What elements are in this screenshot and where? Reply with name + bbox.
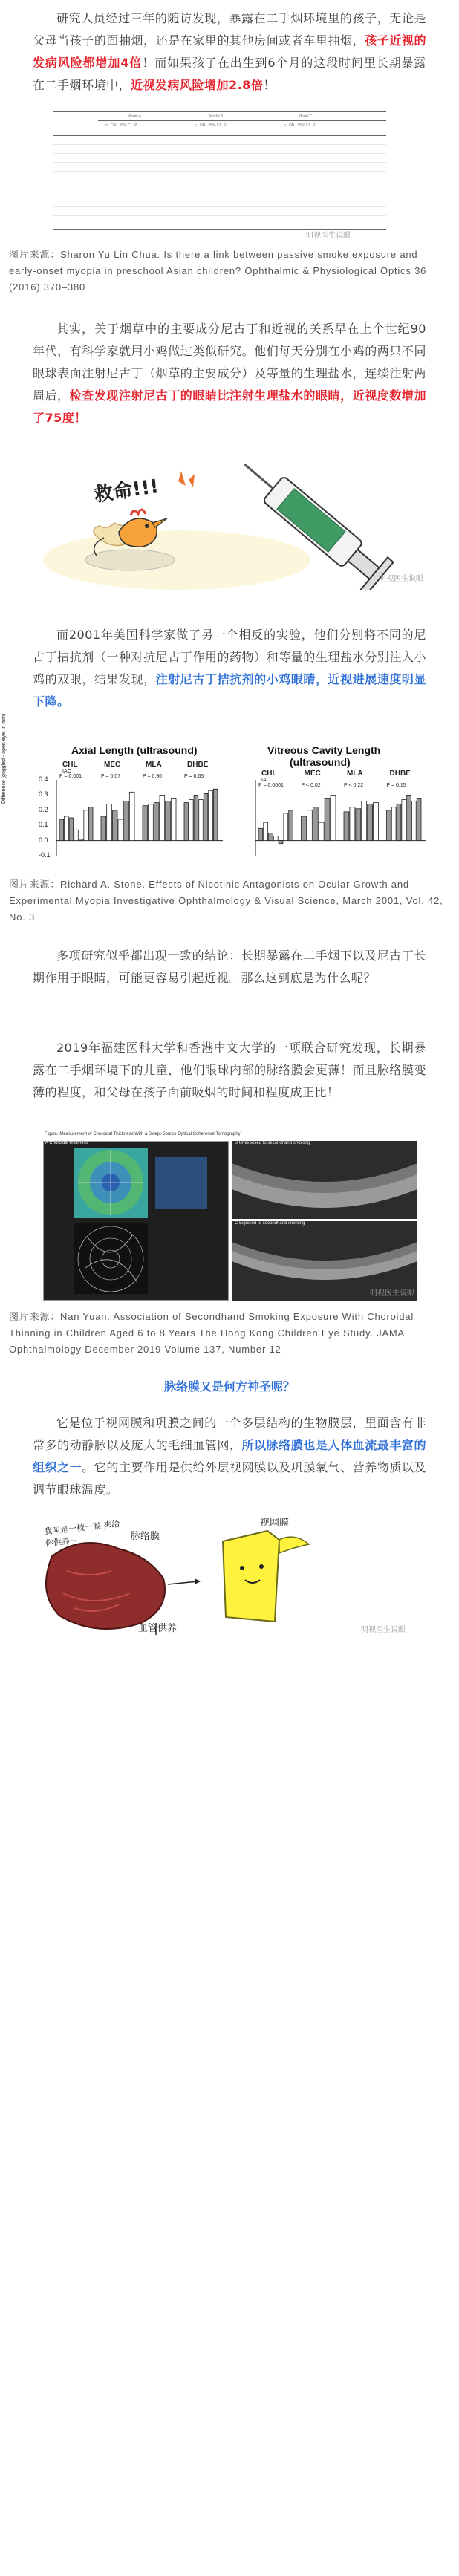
p1-text: 研究人员经过三年的随访发现，暴露在二手烟环境里的孩子，无论是父母当孩子的面抽烟，还是在家里的其他房间或者车里抽烟， [33,11,426,48]
watermark: 明视医生说眼 [370,1289,414,1298]
group-sub: IAC [62,769,71,774]
bar [112,810,117,841]
bar [397,804,401,841]
bar [101,816,106,841]
bar [411,801,416,841]
bar [391,807,396,841]
bar [124,801,129,841]
oct-figure-title: Figure. Measurement of Choroidal Thickness With a Swept-Source Optical Coherence Tomography [45,1132,241,1136]
p1-highlight-2x: 近视发病风险增加2.8倍 [131,78,264,92]
bar [368,804,373,841]
p1-highlight-4x: 孩子近视的发病风险都增加4倍 [33,33,426,70]
group-label: DHBE [187,761,209,769]
chart-subtitle: (ultrasound) [290,756,351,768]
bar [79,839,83,841]
group-p-value: P = 0.0001 [258,783,284,788]
illus-speech: 我叫是一枝一膜 来给你供养~ [43,1519,121,1549]
study-table-image: Model A Model B Model C n OR 95% CI P n OR 95% CI P n OR 95% CI P [53,110,386,236]
bar [279,841,283,844]
chick-syringe-illustration [0,449,459,590]
citation-3: 图片来源：Nan Yuan. Association of Secondhand Smoking Exposure With Choroidal Thinning in Children Aged 6 to 8 Years The Hong Kong Children Eye Study. JAMA Ophthalmology December 2019 Volume 137, Number 12 [9,1311,414,1355]
bar [362,801,367,841]
vitreous-cavity-chart [245,744,438,863]
paragraph-1 [33,7,426,97]
bar [74,830,79,840]
citation-1: 图片来源：Sharon Yu Lin Chua. Is there a link between passive smoke exposure and early-onset myopia in preschool Asian children? Ophthalmic & Physiological Optics 36 (2016) 370–380 [9,249,427,293]
oct-panel-a-label: A Choroidal thickness [45,1141,88,1145]
study-table-figure [0,110,459,293]
paragraph-3 [33,624,426,713]
group-p-value: P < 0.22 [344,783,364,788]
bar [269,833,273,840]
paragraph-4: 多项研究似乎都出现一致的结论：长期暴露在二手烟下以及尼古丁长期作用于眼睛，可能更容易引起近视。那么这到底是为什么呢？ [33,949,426,985]
bar [129,792,134,840]
group-label: DHBE [389,770,411,778]
bar [319,822,324,840]
paragraph-5: 2019年福建医科大学和香港中文大学的一项联合研究发现，长期暴露在二手烟环境下的儿童，他们眼球内部的脉络膜会更薄！而且脉络膜变薄的程度，和父母在孩子面前吸烟的时间和程度成正比！ [33,1041,426,1099]
bar [143,806,148,841]
oct-figure [0,1132,459,1303]
oct-scan-b [232,1141,417,1219]
chart-title: Axial Length (ultrasound) [71,744,198,756]
group-p-value: P = 0.07 [101,774,121,779]
oct-panel-c-label: C Exposed to secondhand smoking [235,1221,305,1226]
group-p-value: P = 0.30 [143,774,163,779]
group-p-value: P < 0.02 [301,783,321,788]
bar [284,813,288,841]
bar [84,810,88,841]
paragraph-2 [33,318,426,429]
group-p-value: P = 0.65 [184,774,204,779]
bar [402,800,406,841]
bar [189,800,194,841]
p6-text-2: 。它的主要作用是供给外层视网膜以及巩膜氧气、营养物质以及调节眼球温度。 [33,1460,426,1497]
group-label: MLA [146,761,162,769]
oct-panel-b [232,1141,417,1219]
cartoon-shout: 救命!!! [92,475,160,507]
bar [166,801,171,841]
label-blood-supply: 血管供养 [138,1623,178,1634]
p3-text: 而2001年美国科学家做了另一个相反的实验，他们分别将不同的尼古丁拮抗剂（一种对抗尼古丁作用的药物）和等量的生理盐水分别注入小鸡的双眼，结果发现， [33,628,426,686]
p1-text-2: ！而如果孩子在出生到6个月的这段时间里长期暴露在二手烟环境中， [33,56,426,92]
p6-text: 它是位于视网膜和巩膜之间的一个多层结构的生物膜层，里面含有非常多的动静脉以及庞大的毛细血管网， [33,1416,426,1452]
label-retina: 视网膜 [260,1518,290,1529]
y-tick-label: 0.2 [39,805,48,813]
bar [331,795,336,840]
p3-highlight: 注射尼古丁拮抗剂的小鸡眼睛，近视进展速度明显下降。 [33,672,426,709]
chart-plot [245,744,431,863]
bar [344,812,349,841]
oct-heatmap [44,1142,230,1301]
watermark: 明视医生说眼 [379,575,423,583]
bar [65,816,69,841]
bar [194,795,198,840]
bar [88,807,93,841]
p6-highlight: 所以脉络膜也是人体血流最丰富的组织之一 [33,1438,426,1474]
paragraph-6 [33,1412,426,1501]
chart-title: Vitreous Cavity Length [267,744,381,756]
p2-highlight: 检查发现注射尼古丁的眼睛比注射生理盐水的眼睛，近视度数增加了75度！ [33,388,426,425]
watermark: 明视医生说眼 [361,1626,406,1634]
group-label: MEC [104,761,121,769]
watermark: 明视医生说眼 [306,232,351,240]
y-tick-label: 0.1 [39,821,48,829]
bar [184,803,189,841]
nicotine-antagonist-charts [0,713,459,869]
bar [199,800,204,841]
label-choroid: 脉络膜 [131,1531,160,1542]
bar [118,819,123,841]
bar [107,804,112,841]
y-tick-label: -0.1 [39,851,51,859]
bar [307,810,312,841]
bar [350,807,355,841]
y-tick-label: 0.4 [39,775,48,783]
oct-panel-c [232,1221,417,1301]
oct-panel-b-label: B Unexposed to secondhand smoking [235,1141,310,1145]
group-sub: IAC [261,778,270,783]
bar [171,798,176,840]
axial-length-chart [1,713,242,863]
bar [302,816,307,841]
p2-text: 其实，关于烟草中的主要成分尼古丁和近视的关系早在上个世纪90年代，有科学家就用小鸡做过类似研究。他们每天分别在小鸡的两只不同眼球表面注射尼古丁（烟草的主要成分）及等量的生理盐水，连续注射两周后， [33,322,426,403]
bar [273,836,278,840]
group-p-value: P = 0.15 [386,783,406,788]
chick-syringe-drawing [0,449,459,590]
bar [356,809,361,841]
bar [264,822,268,840]
group-label: MEC [304,770,321,778]
bar [59,819,64,841]
citation-2: 图片来源：Richard A. Stone. Effects of Nicotinic Antagonists on Ocular Growth and Experimental Myopia Investigative Ophthalmology & Visual Science, March 2001, Vol. 42, No. 3 [9,879,443,923]
bar [213,789,218,840]
bar [258,828,263,840]
bar [407,795,411,840]
bar [417,798,421,840]
chart-ylabel: Difference (goggled - open eye, in mm) [1,713,7,804]
bar [313,807,318,841]
y-tick-label: 0.3 [39,790,48,799]
group-label: CHL [62,761,78,769]
group-p-value: P = 0.001 [59,774,82,779]
bar [149,804,154,841]
group-label: MLA [347,770,363,778]
bar [209,790,213,840]
bar [160,795,165,840]
choroid-retina-illustration [0,1512,459,1638]
bar [325,798,330,840]
group-label: CHL [261,770,277,778]
bar [154,803,159,841]
y-tick-label: 0.0 [39,836,48,844]
bar [387,810,391,841]
section-heading: 脉络膜又是何方神圣呢？ [163,1379,295,1393]
p1-text-3: ！ [263,78,276,92]
bar [289,810,293,841]
bar [204,793,208,840]
bar [69,818,74,841]
oct-panel-a [43,1141,229,1301]
bar [374,803,379,841]
